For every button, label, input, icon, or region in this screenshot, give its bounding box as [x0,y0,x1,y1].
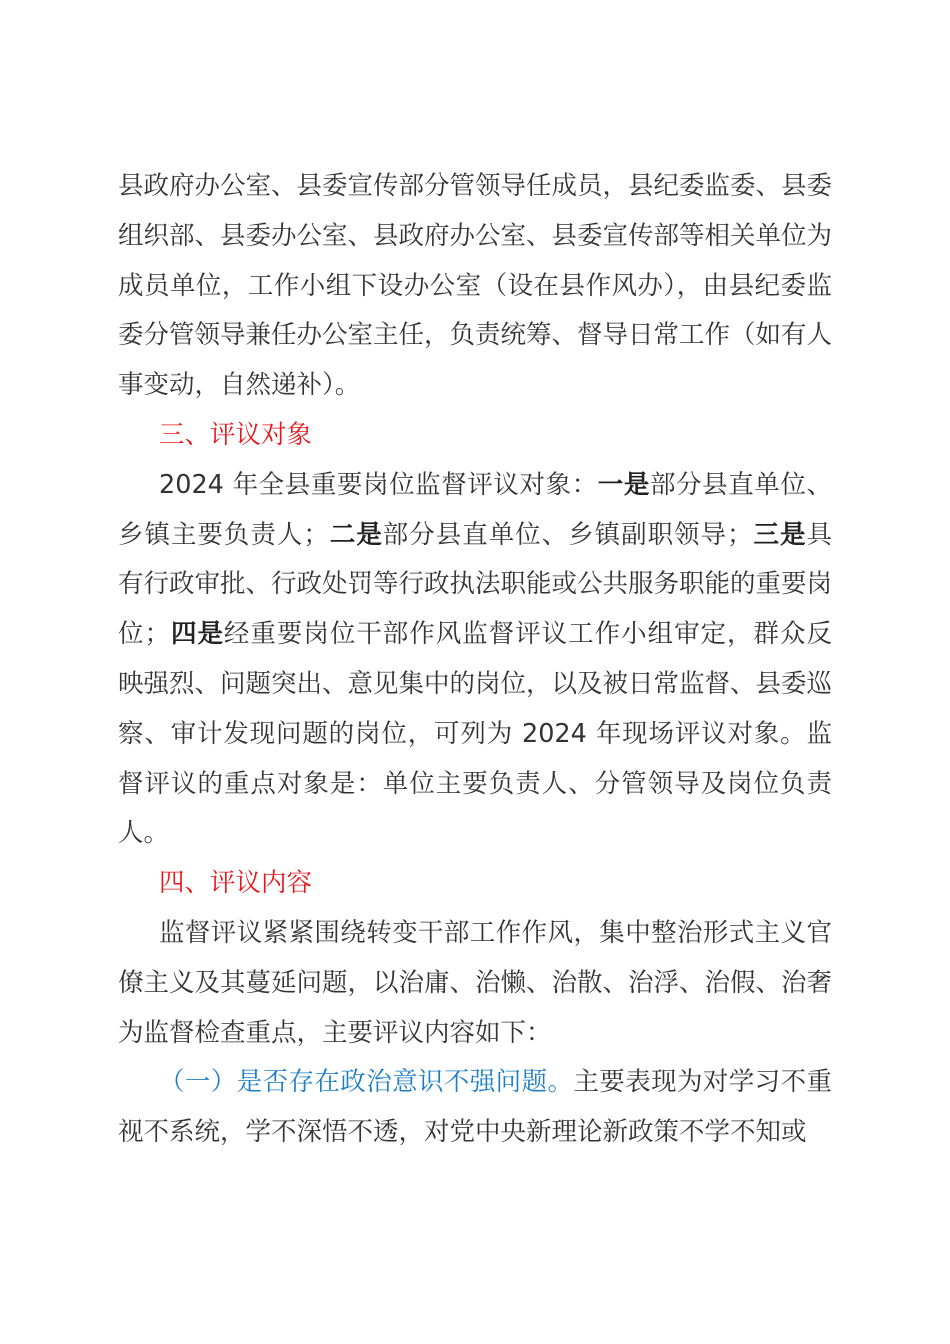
item-text-3: 具有行政审批、行政处罚等行政执法职能或公共服务职能的重要岗位； [118,519,833,650]
section-heading-review-targets: 三、评议对象 [159,419,313,450]
document-page [118,162,832,1158]
paragraph-review-content: 监督评议紧紧围绕转变干部工作作风，集中整治形式主义官僚主义及其蔓延问题，以治庸、治懒、治散、治浮、治假、治奢为监督检查重点，主要评议内容如下： [118,917,833,1048]
item-marker-1: 一是 [597,469,650,500]
item-text-4: 经重要岗位干部作风监督评议工作小组审定，群众反映强烈、问题突出、意见集中的岗位，以及被日常监督、县委巡察、审计发现问题的岗位，可列为 2024 年现场评议对象。监督评议的重点对象是：单位主要负责人、分管领导及岗位负责人。 [118,619,833,849]
item-marker-2: 二是 [328,519,383,550]
paragraph-committee-members: 县政府办公室、县委宣传部分管领导任成员，县纪委监委、县委组织部、县委办公室、县政府办公室、县委宣传部等相关单位为成员单位，工作小组下设办公室（设在县作风办），由县纪委监委分管领导兼任办公室主任，负责统筹、督导日常工作（如有人事变动，自然递补）。 [118,171,833,401]
subsection-heading-political-awareness: （一）是否存在政治意识不强问题。 [159,1067,574,1098]
subsection-text: 主要表现为对学习不重视不系统，学不深悟不透，对党中央新理论新政策不学不知或 [118,1067,832,1148]
item-marker-3: 三是 [752,519,807,550]
item-marker-4: 四是 [169,619,224,650]
paragraph-political-awareness [118,1058,832,1158]
section-heading-review-content: 四、评议内容 [159,868,313,899]
targets-lead-text: 2024 年全县重要岗位监督评议对象： [159,469,598,500]
item-text-2: 部分县直单位、乡镇副职领导； [382,519,753,550]
paragraph-review-targets [118,461,832,859]
item-text-1: 部分县直单位、乡镇主要负责人； [118,469,832,550]
